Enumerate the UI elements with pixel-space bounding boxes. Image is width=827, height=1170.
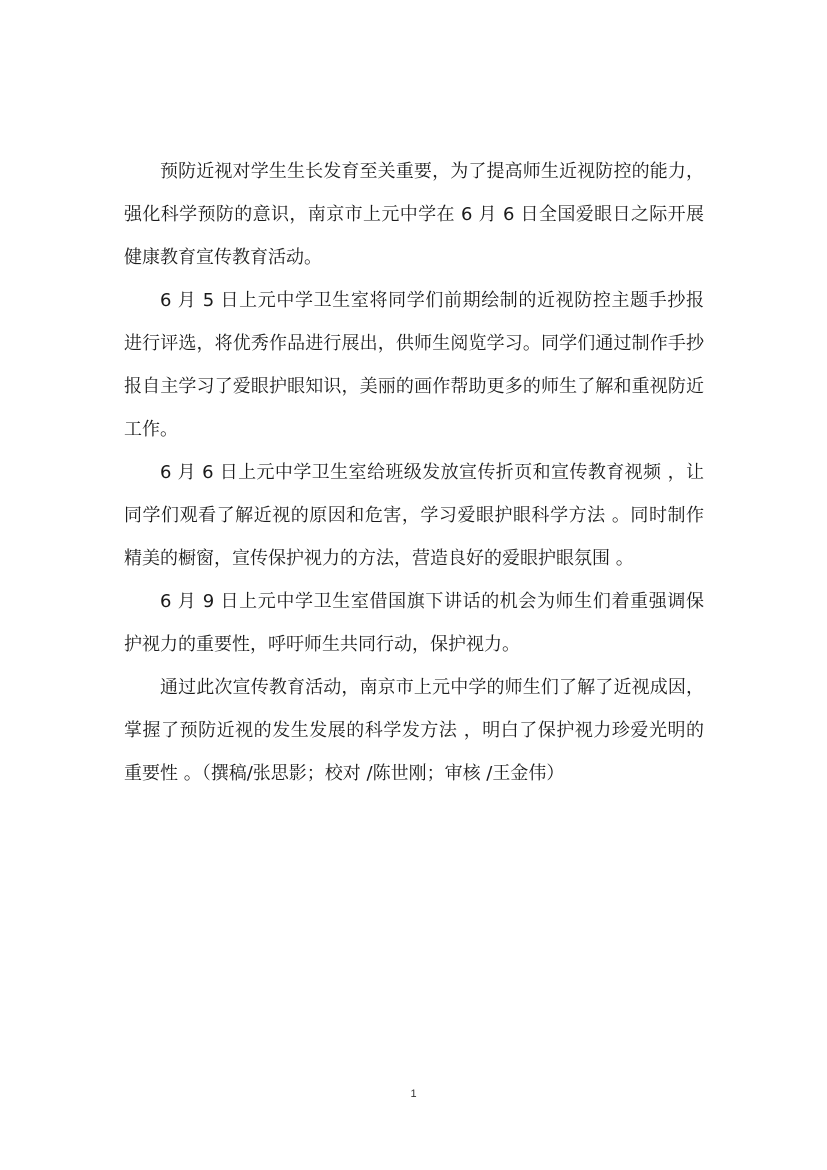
paragraph-june-6: 6 月 6 日上元中学卫生室给班级发放宣传折页和宣传教育视频 ，让同学们观看了解近视的原因和危害，学习爱眼护眼科学方法 。同时制作精美的橱窗，宣传保护视力的方法，营造良好的爱眼护眼氛围 。 <box>124 462 704 569</box>
paragraph-intro: 预防近视对学生生长发育至关重要，为了提高师生近视防控的能力，强化科学预防的意识，南京市上元中学在 6 月 6 日全国爱眼日之际开展健康教育宣传教育活动。 <box>124 161 704 268</box>
page-number: 1 <box>410 1088 417 1100</box>
document-body <box>124 150 704 795</box>
paragraph-june-5: 6 月 5 日上元中学卫生室将同学们前期绘制的近视防控主题手抄报进行评选，将优秀作品进行展出，供师生阅览学习。同学们通过制作手抄报自主学习了爱眼护眼知识，美丽的画作帮助更多的师生了解和重视防近工作。 <box>124 290 704 440</box>
paragraph-conclusion: 通过此次宣传教育活动，南京市上元中学的师生们了解了近视成因，掌握了预防近视的发生发展的科学发方法 ，明白了保护视力珍爱光明的重要性 。（撰稿/张思影；校对 /陈世刚；审核 /王金伟） <box>124 677 704 784</box>
paragraph-june-9: 6 月 9 日上元中学卫生室借国旗下讲话的机会为师生们着重强调保护视力的重要性，呼吁师生共同行动，保护视力。 <box>124 591 704 655</box>
